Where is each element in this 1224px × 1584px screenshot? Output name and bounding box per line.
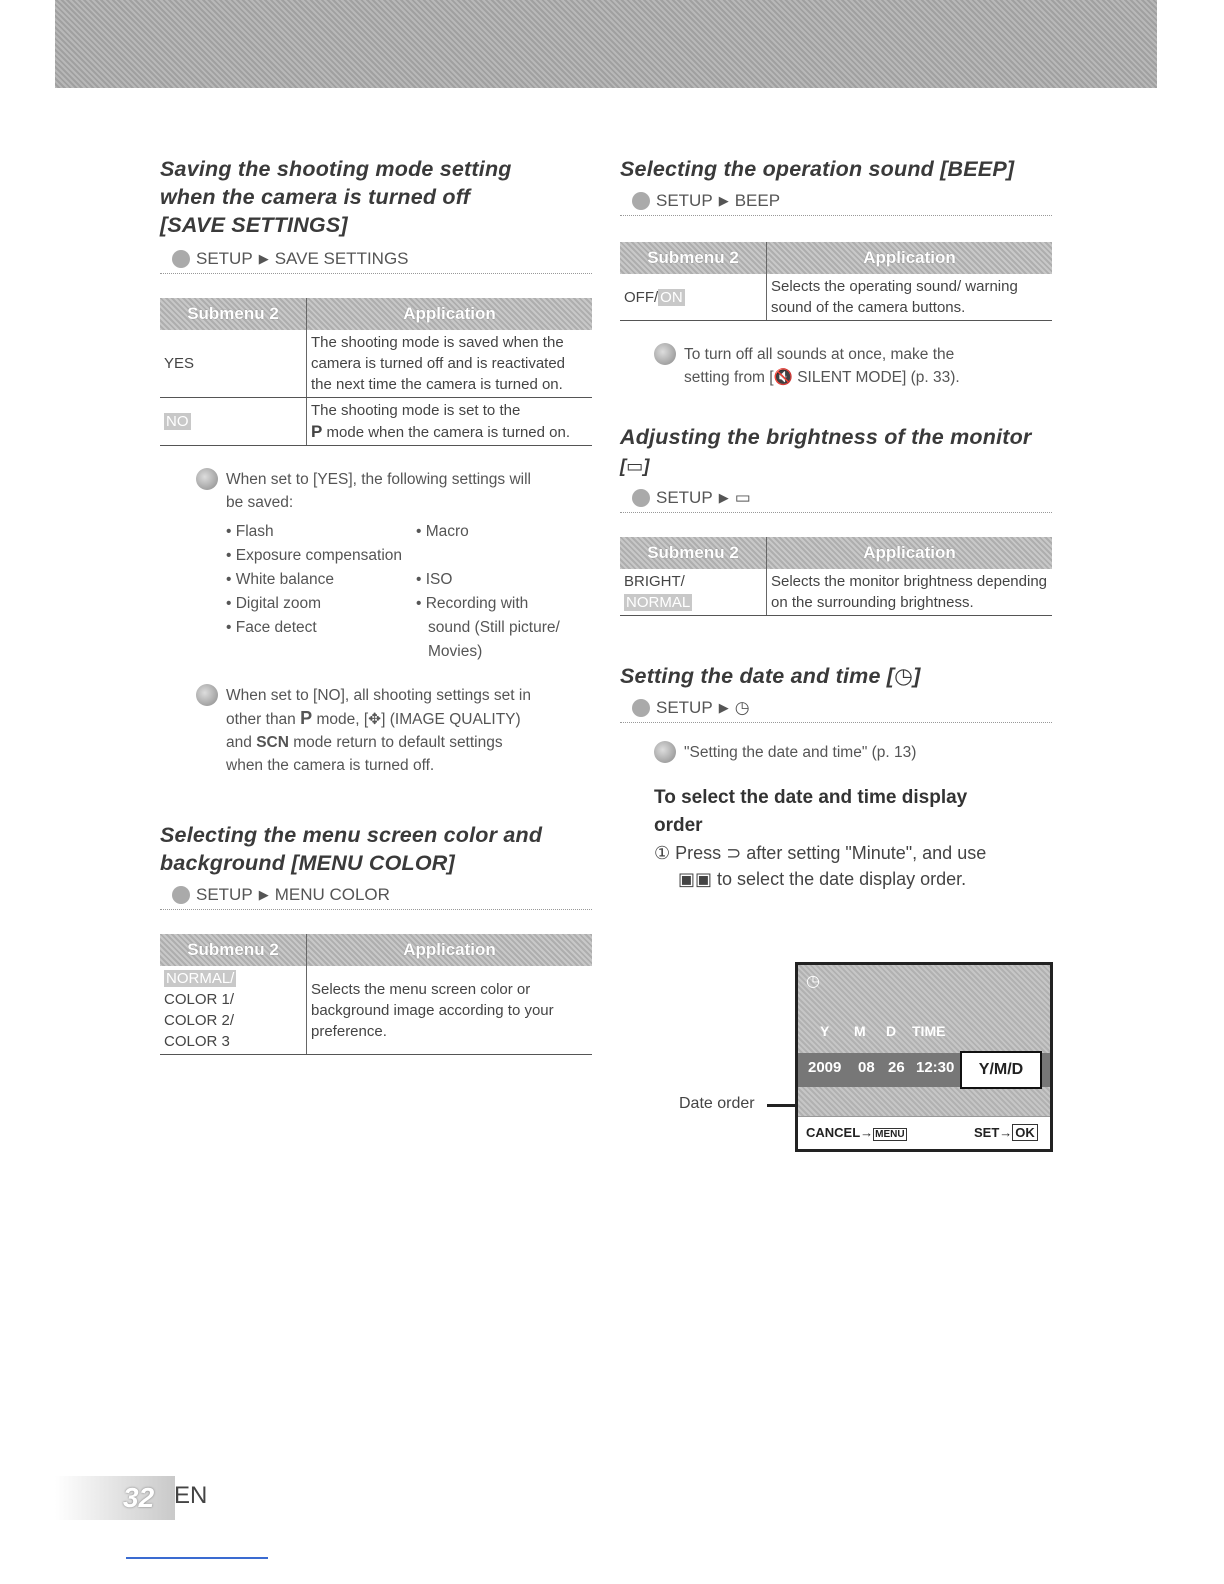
bullet: • Face detect (226, 619, 317, 636)
row-text: Selects the monitor brightness depending on the surrounding brightness. (767, 569, 1053, 616)
path-setup: SETUP (656, 191, 713, 210)
bullet: sound (Still picture/ (428, 619, 560, 636)
bullet: • Recording with (416, 595, 529, 612)
note-icon (196, 468, 218, 490)
menu-color-table (160, 934, 592, 1055)
note-yes (160, 468, 592, 664)
table-row (160, 398, 592, 446)
note-body (226, 684, 531, 777)
beep-table (620, 242, 1052, 321)
day-value: 26 (888, 1059, 905, 1076)
option: COLOR 3 (164, 1033, 230, 1050)
beep-title: Selecting the operation sound [BEEP] (620, 157, 1015, 181)
up-down-buttons-icon: ▣▣ (678, 869, 713, 889)
saved-settings-list (226, 520, 560, 664)
note-body (684, 343, 960, 389)
menu-key: MENU (875, 1129, 905, 1140)
step-text: to select the date display order. (717, 869, 967, 889)
row-text: The shooting mode is saved when the camera is turned off and is reactivated the next time the camera is turned on. (307, 330, 593, 398)
set-label: SET (974, 1125, 1000, 1140)
right-button-icon: ⊃ (726, 843, 742, 863)
col-header-submenu: Submenu 2 (160, 298, 307, 330)
cancel-hint: CANCEL→ MENU (806, 1125, 905, 1140)
row-label: YES (160, 330, 307, 398)
path-item: SAVE SETTINGS (274, 249, 409, 268)
note-text: When set to [YES], the following settings will (226, 471, 531, 488)
monitor-table (620, 537, 1052, 616)
step-number-icon: ① (654, 843, 671, 863)
default-value: ON (660, 288, 683, 306)
note-text: when the camera is turned off. (226, 757, 435, 774)
table-row (160, 966, 592, 1055)
list-item (226, 592, 560, 616)
left-column (160, 155, 592, 1055)
path-setup: SETUP (656, 698, 713, 717)
beep-note (620, 343, 1052, 389)
menu-color-path (160, 881, 592, 910)
col-header-application: Application (767, 537, 1053, 569)
clock-icon: ◷ (894, 664, 914, 688)
step-text: Press (675, 843, 722, 863)
list-item (226, 544, 560, 568)
list-item (226, 640, 560, 664)
monitor-path (620, 484, 1052, 513)
note-text: ] (IMAGE QUALITY) (381, 711, 521, 728)
row-label (620, 274, 767, 321)
row-text: Selects the operating sound/ warning sound of the camera buttons. (767, 274, 1053, 321)
year-value: 2009 (808, 1059, 842, 1076)
col-header-application: Application (307, 934, 593, 966)
title-line: background [MENU COLOR] (160, 851, 455, 875)
right-column (620, 155, 1052, 892)
arrow-right-icon: ▶ (718, 490, 729, 505)
top-banner (55, 0, 1157, 88)
camera-screen (795, 962, 1053, 1152)
row-text-part: mode when the camera is turned on. (326, 424, 570, 441)
sub-heading-line: order (654, 815, 703, 836)
option: COLOR 1/ (164, 991, 235, 1008)
table-row (160, 330, 592, 398)
note-text: mode return to default settings (293, 734, 503, 751)
note-no (160, 684, 592, 777)
monitor-brightness-icon: [▭] (620, 456, 650, 476)
sub-heading (620, 784, 1052, 840)
datetime-note (620, 741, 1052, 764)
row-text: Selects the menu screen color or background image according to your preference. (307, 966, 593, 1055)
title-part: ] (913, 664, 921, 688)
title-part: Setting the date and time [ (620, 664, 895, 688)
menu-color-title (160, 821, 592, 877)
col-header-submenu: Submenu 2 (160, 934, 307, 966)
page-language: EN (174, 1482, 208, 1509)
date-order-value: Y/M/D (960, 1051, 1042, 1089)
note-text: "Setting the date and time" (p. 13) (684, 744, 917, 761)
note-text: When set to [NO], all shooting settings set in (226, 687, 531, 704)
bullet: • Exposure compensation (226, 547, 403, 564)
p-mode-symbol: P (311, 422, 323, 441)
cancel-label: CANCEL (806, 1125, 861, 1140)
path-item: MENU COLOR (274, 885, 390, 904)
option: COLOR 2/ (164, 1012, 235, 1029)
screen-footer (798, 1116, 1050, 1149)
bullet: • White balance (226, 571, 334, 588)
bullet: • Macro (416, 523, 469, 540)
sub-heading-line: To select the date and time display (654, 787, 968, 808)
col-header-application: Application (307, 298, 593, 330)
bullet (226, 640, 416, 664)
datetime-title (620, 662, 1052, 690)
title-line: when the camera is turned off (160, 185, 471, 209)
title-line: Saving the shooting mode setting (160, 157, 512, 181)
bullet: • ISO (416, 571, 453, 588)
row-text-part: The shooting mode is set to the (311, 402, 521, 419)
ok-key: OK (1012, 1124, 1038, 1141)
col-header-submenu: Submenu 2 (620, 242, 767, 274)
date-order-pointer (767, 1104, 797, 1107)
note-text: other than (226, 711, 296, 728)
path-setup: SETUP (196, 885, 253, 904)
step-1 (620, 840, 1052, 892)
default-value: NO (166, 413, 189, 430)
option: OFF/ (624, 288, 659, 306)
note-text: be saved: (226, 494, 294, 511)
silent-mode-icon: 🔇 (773, 369, 793, 386)
set-hint: SET→ OK (974, 1125, 1038, 1140)
arrow-right-icon: ▶ (718, 193, 729, 208)
step-text: after setting "Minute", and use (746, 843, 987, 863)
list-item (226, 520, 560, 544)
note-text: To turn off all sounds at once, make the (684, 346, 955, 363)
month-label: M (854, 1023, 866, 1039)
month-value: 08 (858, 1059, 875, 1076)
scn-mode-symbol: SCN (256, 734, 289, 751)
note-icon (654, 741, 676, 763)
path-setup: SETUP (196, 249, 253, 268)
save-settings-table (160, 298, 592, 446)
setup-icon (632, 489, 650, 507)
note-body (226, 468, 560, 664)
title-line: [SAVE SETTINGS] (160, 213, 348, 237)
arrow-right-icon: ▶ (258, 251, 269, 266)
bullet: • Digital zoom (226, 595, 322, 612)
option: BRIGHT/ (624, 573, 685, 590)
note-text: and (226, 734, 252, 751)
title-line: Adjusting the brightness of the monitor (620, 425, 1032, 449)
default-value: NORMAL/ (166, 970, 235, 987)
default-value: NORMAL (626, 594, 691, 611)
monitor-brightness-icon: ▭ (734, 488, 751, 507)
image-quality-icon: ✥ (368, 711, 382, 728)
row-label (620, 569, 767, 616)
save-settings-title (160, 155, 592, 239)
row-text (307, 398, 593, 446)
note-icon (654, 343, 676, 365)
save-settings-path (160, 245, 592, 274)
time-label: TIME (912, 1023, 946, 1039)
arrow-right-icon: ▶ (718, 700, 729, 715)
datetime-path (620, 694, 1052, 723)
setup-icon (632, 192, 650, 210)
setup-icon (172, 886, 190, 904)
monitor-title (620, 423, 1052, 480)
row-label (160, 398, 307, 446)
beep-path (620, 187, 1052, 216)
bullet: Movies) (428, 643, 483, 660)
list-item (226, 568, 560, 592)
clock-icon: ◷ (734, 698, 750, 717)
arrow-right-icon: ▶ (258, 887, 269, 902)
path-setup: SETUP (656, 488, 713, 507)
time-value: 12:30 (916, 1059, 955, 1076)
note-text: setting from [ (684, 369, 774, 386)
path-item: BEEP (734, 191, 781, 210)
bullet: • Flash (226, 523, 274, 540)
day-label: D (886, 1023, 897, 1039)
setup-icon (172, 250, 190, 268)
note-text: SILENT MODE] (p. 33). (797, 369, 960, 386)
clock-icon: ◷ (806, 973, 820, 990)
title-line: Selecting the menu screen color and (160, 823, 543, 847)
page-number-band (55, 1476, 175, 1520)
col-header-submenu: Submenu 2 (620, 537, 767, 569)
year-label: Y (820, 1023, 830, 1039)
setup-icon (632, 699, 650, 717)
table-row (620, 569, 1052, 616)
p-mode-symbol: P (300, 708, 313, 728)
list-item (226, 616, 560, 640)
bottom-rule (126, 1557, 268, 1559)
table-row (620, 274, 1052, 321)
col-header-application: Application (767, 242, 1053, 274)
note-text: mode, [ (316, 711, 369, 728)
page-number: 32 (123, 1482, 155, 1513)
note-icon (196, 684, 218, 706)
date-order-label: Date order (679, 1095, 755, 1112)
row-label (160, 966, 307, 1055)
